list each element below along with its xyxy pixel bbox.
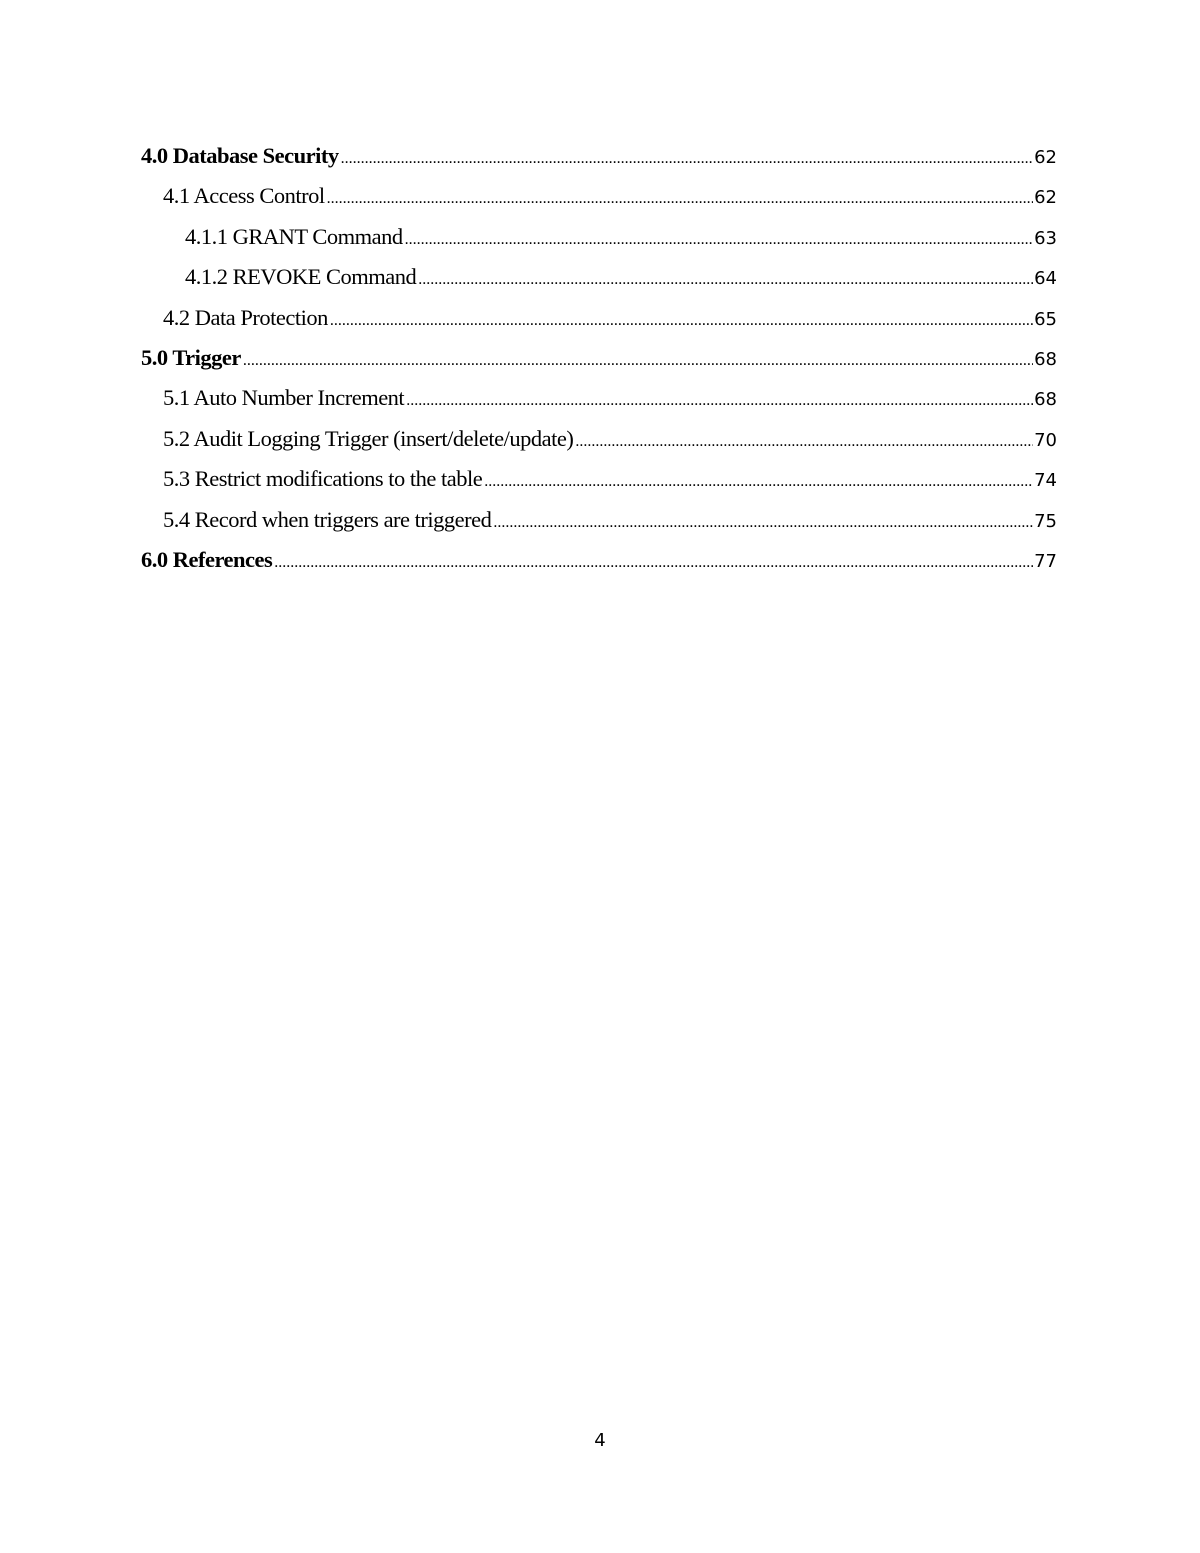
toc-entry-page: 65 xyxy=(1034,308,1057,330)
toc-entry-page: 70 xyxy=(1034,429,1057,451)
toc-entry-record-triggers[interactable] xyxy=(141,502,1057,542)
toc-entry-page: 62 xyxy=(1034,187,1057,209)
toc-entry-title: 5.1 Auto Number Increment xyxy=(163,385,405,411)
toc-dot-leader xyxy=(418,262,1033,298)
toc-entry-auto-number-increment[interactable] xyxy=(141,380,1057,420)
toc-entry-audit-logging-trigger[interactable] xyxy=(141,421,1057,461)
toc-entry-page: 62 xyxy=(1034,147,1057,168)
toc-entry-access-control[interactable] xyxy=(141,178,1057,218)
toc-entry-references[interactable] xyxy=(141,542,1057,582)
toc-entry-page: 75 xyxy=(1034,510,1057,532)
toc-entry-page: 63 xyxy=(1034,227,1057,249)
toc-entry-title: 5.2 Audit Logging Trigger (insert/delete/update) xyxy=(163,425,574,451)
page-number: 4 xyxy=(594,1430,606,1451)
toc-entry-data-protection[interactable] xyxy=(141,300,1057,340)
table-of-contents xyxy=(141,138,1057,582)
toc-entry-database-security[interactable] xyxy=(141,138,1057,178)
toc-dot-leader xyxy=(327,181,1033,217)
toc-entry-title: 5.4 Record when triggers are triggered xyxy=(163,506,492,532)
toc-dot-leader xyxy=(274,545,1033,581)
toc-dot-leader xyxy=(330,303,1033,339)
toc-dot-leader xyxy=(575,424,1033,460)
toc-entry-grant-command[interactable] xyxy=(141,219,1057,259)
toc-entry-title: 4.2 Data Protection xyxy=(163,304,328,330)
toc-entry-revoke-command[interactable] xyxy=(141,259,1057,299)
toc-dot-leader xyxy=(484,464,1033,500)
toc-entry-title: 5.0 Trigger xyxy=(141,344,241,370)
toc-entry-page: 68 xyxy=(1034,389,1057,411)
toc-entry-title: 4.1 Access Control xyxy=(163,183,325,209)
toc-dot-leader xyxy=(341,141,1033,177)
toc-entry-title: 5.3 Restrict modifications to the table xyxy=(163,466,483,492)
toc-dot-leader xyxy=(406,383,1033,419)
toc-entry-page: 68 xyxy=(1034,348,1057,370)
toc-dot-leader xyxy=(405,222,1034,258)
toc-entry-trigger[interactable] xyxy=(141,340,1057,380)
toc-dot-leader xyxy=(493,505,1033,541)
toc-entry-page: 77 xyxy=(1034,550,1057,572)
toc-entry-title: 4.1.2 REVOKE Command xyxy=(185,264,417,290)
toc-entry-title: 6.0 References xyxy=(141,546,273,572)
toc-entry-page: 64 xyxy=(1034,268,1057,290)
toc-entry-page: 74 xyxy=(1034,470,1057,492)
toc-entry-title: 4.1.1 GRANT Command xyxy=(185,223,403,249)
toc-dot-leader xyxy=(243,343,1033,379)
toc-entry-title: 4.0 Database Security xyxy=(141,143,339,168)
toc-entry-restrict-modifications[interactable] xyxy=(141,461,1057,501)
